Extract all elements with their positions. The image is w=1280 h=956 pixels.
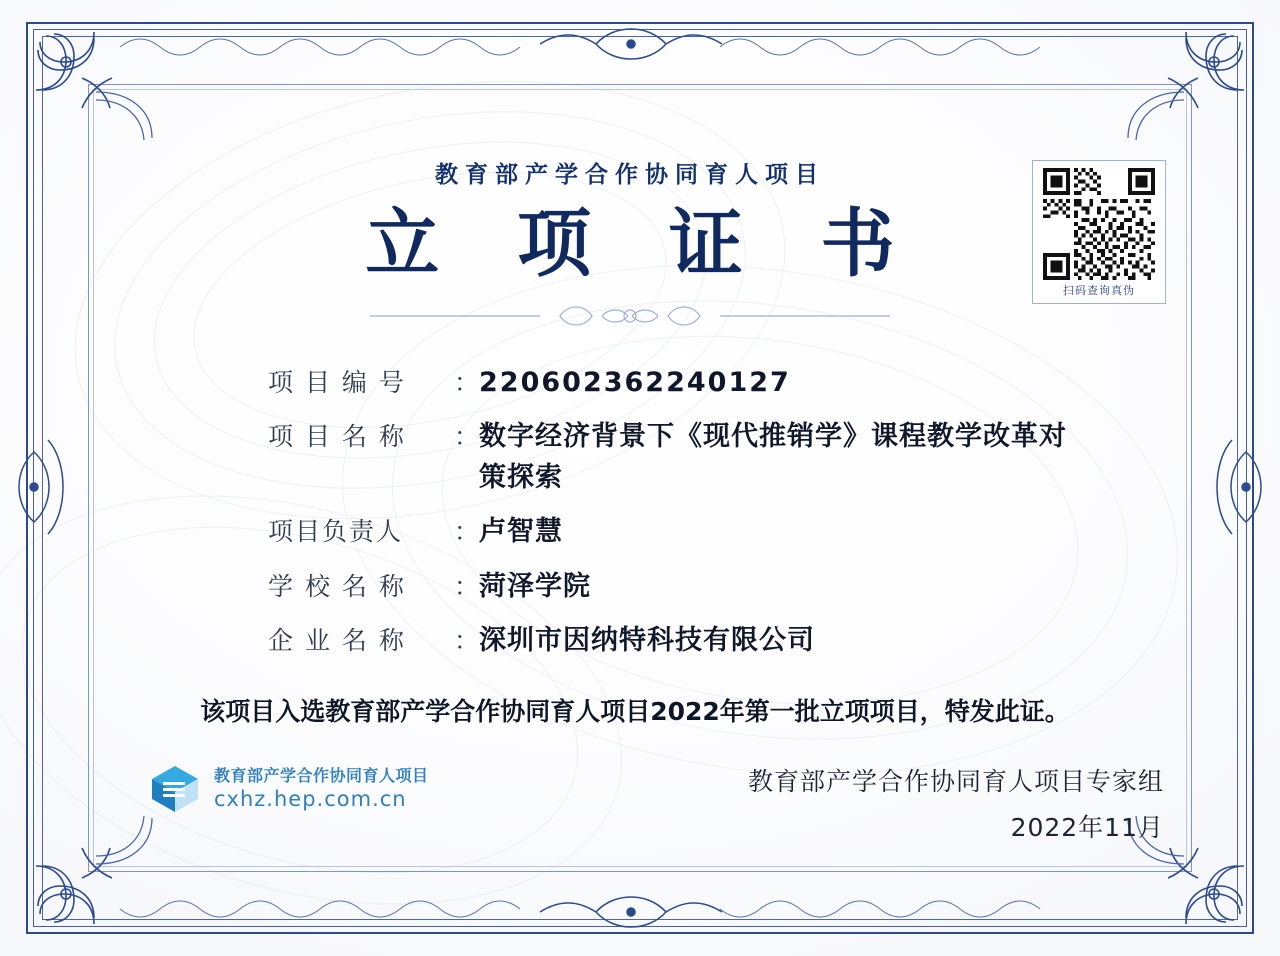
certificate-title: 立 项 证 书 — [365, 201, 921, 287]
field-label: 学 校 名 称 — [268, 571, 406, 601]
program-brand-name: 教育部产学合作协同育人项目 — [214, 765, 429, 785]
qr-caption: 扫码查询真伪 — [1063, 284, 1135, 297]
certificate-subtitle: 教育部产学合作协同育人项目 — [435, 162, 825, 188]
field-row-project-leader — [268, 512, 1180, 553]
field-label: 项 目 名 称 — [268, 422, 406, 452]
field-colon: ： — [454, 517, 480, 547]
heading-block — [80, 156, 1180, 333]
field-value-project-number: 220602362240127 — [479, 366, 791, 398]
field-row-company-name — [268, 621, 1180, 662]
field-label: 企 业 名 称 — [268, 626, 406, 656]
program-logo-icon — [148, 762, 202, 816]
program-brand-url: cxhz.hep.com.cn — [214, 786, 407, 811]
field-value-company-name: 深圳市因纳特科技有限公司 — [479, 625, 816, 657]
field-value-school-name: 菏泽学院 — [479, 570, 592, 602]
signoff-organization: 教育部产学合作协同育人项目专家组 — [747, 766, 1164, 796]
certificate-content — [120, 120, 1180, 846]
field-label: 项目负责人 — [268, 517, 404, 547]
field-colon: ： — [454, 367, 480, 397]
field-row-school-name — [268, 567, 1180, 608]
field-label: 项 目 编 号 — [268, 367, 406, 397]
qr-verification-box[interactable] — [1032, 160, 1166, 304]
fields-list — [120, 363, 1180, 662]
field-row-project-name — [268, 417, 1180, 498]
field-value-project-name: 数字经济背景下《现代推销学》课程教学改革对策探索 — [479, 421, 1068, 493]
field-value-project-leader: 卢智慧 — [479, 516, 564, 548]
field-colon: ： — [454, 422, 480, 452]
signoff-block — [748, 762, 1164, 844]
certificate-footer — [120, 762, 1180, 844]
signoff-date: 2022年11月 — [1010, 812, 1164, 842]
award-statement: 该项目入选教育部产学合作协同育人项目2022年第一批立项项目，特发此证。 — [200, 696, 1070, 726]
field-colon: ： — [454, 626, 480, 656]
program-brand-text — [214, 766, 429, 812]
qr-code[interactable] — [1043, 168, 1155, 280]
program-brand[interactable] — [148, 762, 429, 816]
title-divider — [370, 299, 890, 333]
field-colon: ： — [454, 571, 480, 601]
field-row-project-number — [268, 363, 1180, 404]
